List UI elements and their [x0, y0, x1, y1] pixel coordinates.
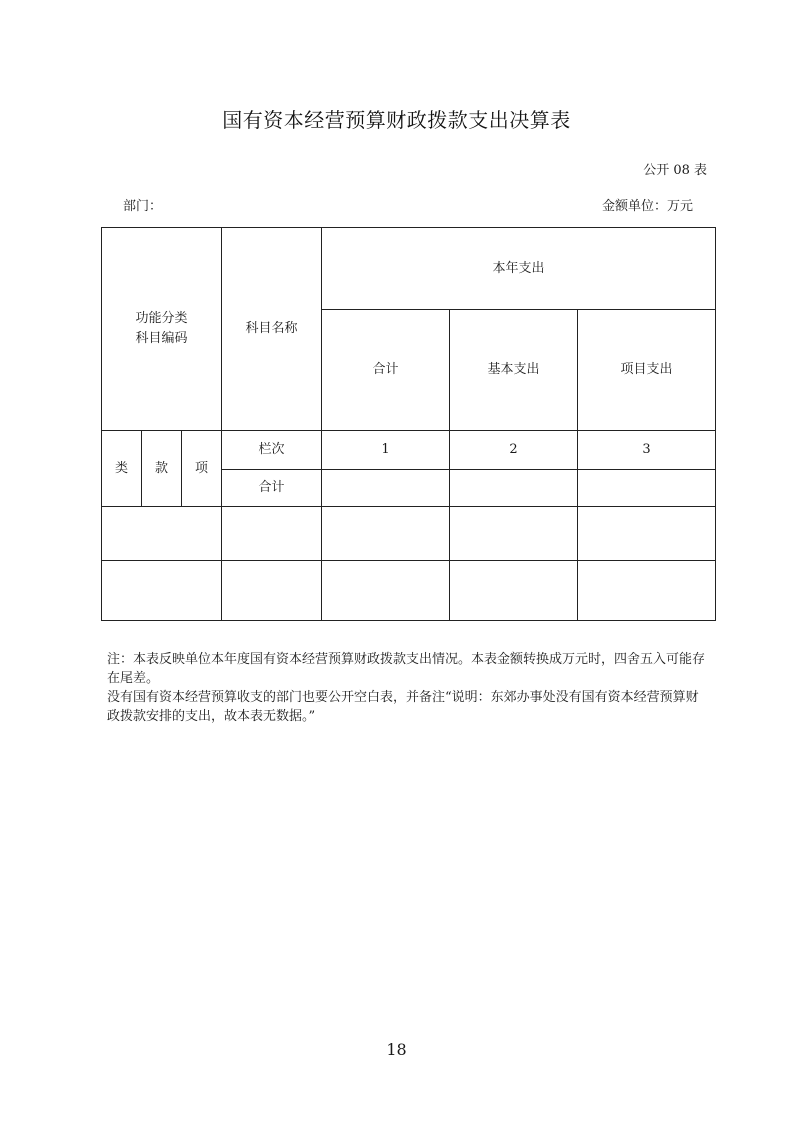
empty-cell	[102, 507, 222, 561]
page-title: 国有资本经营预算财政拨款支出决算表	[222, 108, 571, 132]
subject-name-header: 科目名称	[222, 228, 322, 431]
column-header-total: 合计	[322, 310, 450, 431]
empty-cell	[578, 561, 716, 621]
table-row	[102, 561, 716, 621]
empty-cell	[222, 561, 322, 621]
code-class-header: 类	[102, 431, 142, 507]
empty-cell	[102, 561, 222, 621]
function-class-line1: 功能分类	[135, 311, 188, 326]
column-header-basic: 基本支出	[450, 310, 578, 431]
column-index-label: 栏次	[222, 431, 322, 470]
empty-cell	[578, 507, 716, 561]
column-header-project: 项目支出	[578, 310, 716, 431]
empty-cell	[322, 507, 450, 561]
empty-cell	[222, 507, 322, 561]
column-index-1: 1	[322, 431, 450, 470]
department-label: 部门：	[123, 199, 163, 214]
function-class-line2: 科目编码	[135, 331, 188, 346]
table-row	[102, 507, 716, 561]
notes	[107, 650, 707, 726]
total-cell	[578, 470, 716, 507]
page-number: 18	[386, 1040, 407, 1059]
note-paragraph: 没有国有资本经营预算收支的部门也要公开空白表，并备注“说明：东郊办事处没有国有资本经营预算财政拨款安排的支出，故本表无数据。”	[107, 690, 699, 724]
note-paragraph: 注：本表反映单位本年度国有资本经营预算财政拨款支出情况。本表金额转换成万元时，四舍五入可能存在尾差。	[107, 652, 706, 686]
empty-cell	[322, 561, 450, 621]
total-cell	[450, 470, 578, 507]
column-index-3: 3	[578, 431, 716, 470]
current-year-spending-header: 本年支出	[322, 228, 716, 310]
column-index-2: 2	[450, 431, 578, 470]
spending-table	[101, 227, 716, 621]
function-classification-header	[102, 228, 222, 431]
total-cell	[322, 470, 450, 507]
total-row-label: 合计	[222, 470, 322, 507]
empty-cell	[450, 507, 578, 561]
amount-unit-label: 金额单位：万元	[601, 199, 693, 214]
empty-cell	[450, 561, 578, 621]
code-item-header: 项	[182, 431, 222, 507]
form-number: 公开 08 表	[643, 163, 707, 178]
code-section-header: 款	[142, 431, 182, 507]
